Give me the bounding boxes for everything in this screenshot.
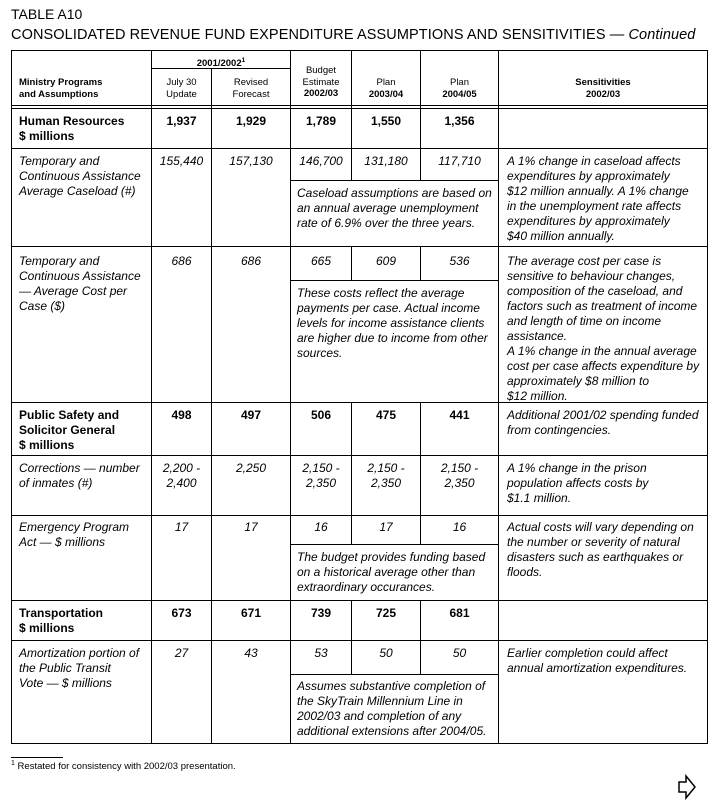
cell-value: 157,130 (229, 154, 273, 168)
row-label (19, 154, 141, 199)
row-label (19, 606, 103, 636)
rule (291, 544, 498, 545)
rule (291, 674, 498, 675)
cell-value: 2,250 (235, 461, 267, 475)
cell-value: 53 (314, 646, 328, 660)
rule (11, 50, 708, 51)
sensitivity-text (507, 254, 699, 404)
note-line: on a historical average other than (297, 565, 476, 579)
header-col-plan1-line2: 2003/04 (368, 88, 404, 100)
row-label-line: Continuous Assistance (19, 269, 141, 283)
cell-value: 686 (171, 254, 192, 268)
header-col-budget (290, 65, 352, 100)
row-label-line: $ millions (19, 129, 75, 143)
header-col-plan2 (420, 77, 499, 100)
sensitivity-line: disasters such as earthquakes or (507, 550, 684, 564)
row-label-line: Continuous Assistance (19, 169, 141, 183)
rule (11, 455, 708, 456)
note-line: Caseload assumptions are based on (297, 186, 492, 200)
page-title (11, 27, 695, 43)
header-col-forecast (211, 77, 291, 100)
sensitivity-line: A 1% change in caseload affects (507, 154, 681, 168)
header-group (151, 55, 291, 70)
cell-value: 686 (240, 254, 262, 268)
footnote (11, 760, 236, 772)
header-col-budget-line1: Budget (305, 65, 337, 76)
cell-value-line: 2,150 - (367, 461, 405, 475)
assumption-note (297, 550, 485, 595)
note-line: These costs reflect the average (297, 286, 465, 300)
cell-value: 117,710 (438, 154, 481, 168)
row-label (19, 408, 119, 453)
table-label: TABLE A10 (11, 6, 83, 22)
header-col-update-line1: July 30 (166, 77, 197, 88)
row-label-line: Average Caseload (#) (19, 184, 136, 198)
row-label-line: Corrections — number (19, 461, 140, 475)
cell-value: 506 (310, 408, 332, 422)
cell-value: 665 (310, 254, 332, 268)
header-col-program (19, 77, 102, 100)
sensitivity-line: population affects costs by (507, 476, 649, 490)
footnote-marker: 1 (11, 760, 15, 767)
row-label-line: $ millions (19, 438, 75, 452)
note-line: The budget provides funding based (297, 550, 486, 564)
rule (11, 640, 708, 641)
sensitivity-line: Actual costs will vary depending on (507, 520, 694, 534)
sensitivity-text (507, 461, 648, 506)
cell-value: 50 (452, 646, 467, 660)
rule (707, 50, 708, 744)
cell-value: 497 (240, 408, 262, 422)
cell-value: 475 (375, 408, 397, 422)
note-line: rate of 6.9% over the three years. (297, 216, 476, 230)
assumption-note (297, 679, 486, 739)
header-col-plan1 (351, 77, 421, 100)
cell-value-line: 2,350 (305, 476, 337, 490)
cell-value: 16 (452, 520, 467, 534)
row-label (19, 114, 124, 144)
header-col-plan2-line1: Plan (449, 77, 469, 88)
rule (11, 108, 708, 109)
cell-value-line: 2,150 - (302, 461, 340, 475)
assumption-note (297, 186, 492, 231)
rule (291, 280, 498, 281)
rule (11, 743, 708, 744)
header-col-sensitivities-line1: Sensitivities (575, 77, 631, 88)
sensitivity-line: $12 million annually. A 1% change (507, 184, 689, 198)
header-col-budget-line3: 2002/03 (303, 88, 339, 99)
sensitivity-line: $40 million annually. (507, 229, 615, 243)
sensitivity-line: $1.1 million. (507, 491, 572, 505)
sensitivity-line: approximately $8 million to (507, 374, 650, 388)
note-line: sources. (297, 346, 343, 360)
row-label-line: Case ($) (19, 299, 66, 313)
cell-value: 1,356 (444, 114, 475, 128)
cell-value (151, 461, 212, 491)
sensitivity-line: sensitive to behaviour changes, (507, 269, 676, 283)
row-label (19, 254, 141, 314)
sensitivity-line: Earlier completion could affect (507, 646, 668, 660)
header-col-forecast-line1: Revised (233, 77, 269, 88)
cell-value: 16 (314, 520, 328, 534)
title-suffix: Continued (628, 27, 696, 43)
expenditure-table (11, 50, 708, 744)
row-label-line: Temporary and (19, 154, 100, 168)
sensitivity-line: expenditures by approximately (507, 214, 670, 228)
sensitivity-line: from contingencies. (507, 423, 612, 437)
row-label (19, 646, 139, 691)
cell-value: 1,789 (305, 114, 337, 128)
row-label-line: of inmates (#) (19, 476, 93, 490)
row-label-line: Vote — $ millions (19, 676, 112, 690)
cell-value: 1,929 (235, 114, 267, 128)
row-label (19, 461, 140, 491)
cell-value: 725 (375, 606, 397, 620)
sensitivity-line: The average cost per case is (507, 254, 662, 268)
row-label (19, 520, 129, 550)
note-line: additional extensions after 2004/05. (297, 724, 487, 738)
rule (11, 148, 708, 149)
row-label-line: Public Safety and (19, 408, 120, 422)
row-label-line: Act — $ millions (19, 535, 106, 549)
note-line: levels for income assistance clients (297, 316, 485, 330)
cell-value-line: 2,150 - (440, 461, 479, 475)
cell-value-line: 2,350 (444, 476, 475, 490)
row-label-line: Amortization portion of (19, 646, 140, 660)
note-line: Assumes substantive completion of (297, 679, 486, 693)
note-line: the SkyTrain Millennium Line in (297, 694, 463, 708)
rule (11, 600, 708, 601)
header-col-sensitivities (498, 77, 708, 100)
cell-value (420, 461, 499, 491)
rule (211, 68, 212, 744)
rule (11, 50, 12, 744)
header-col-budget-line2: Estimate (302, 76, 340, 88)
header-col-forecast-line2: Forecast (232, 88, 270, 100)
sensitivity-text (507, 408, 699, 438)
sensitivity-text (507, 154, 689, 244)
cell-value: 131,180 (364, 154, 408, 168)
cell-value: 17 (174, 520, 189, 534)
cell-value: 1,937 (166, 114, 197, 128)
cell-value-line: 2,350 (370, 476, 402, 490)
note-line: are higher due to income from other (297, 331, 488, 345)
cell-value (351, 461, 421, 491)
sensitivity-line: cost per case affects expenditure by (507, 359, 700, 373)
cell-value: 17 (379, 520, 393, 534)
cell-value-line: 2,200 - (162, 461, 201, 475)
sensitivity-line: composition of the caseload, and (507, 284, 683, 298)
cell-value-line: 2,400 (166, 476, 197, 490)
cell-value: 673 (171, 606, 192, 620)
cell-value: 536 (449, 254, 470, 268)
cell-value: 681 (449, 606, 470, 620)
header-col-update (151, 77, 212, 100)
cell-value: 671 (240, 606, 262, 620)
sensitivity-line: floods. (507, 565, 543, 579)
sensitivity-text (507, 520, 694, 580)
row-label-line: Human Resources (19, 114, 125, 128)
row-label-line: $ millions (19, 621, 75, 635)
cell-value: 50 (379, 646, 393, 660)
header-col-program-line1: Ministry Programs (19, 77, 103, 88)
cell-value: 43 (244, 646, 258, 660)
title-main: CONSOLIDATED REVENUE FUND EXPENDITURE ASSUMPTIONS AND SENSITIVITIES — (11, 27, 625, 43)
sensitivity-line: and length of time on income (507, 314, 662, 328)
header-col-update-line2: Update (166, 88, 197, 100)
row-label-line: the Public Transit (19, 661, 111, 675)
cell-value: 27 (174, 646, 189, 660)
cell-value: 609 (375, 254, 397, 268)
header-group-sup: 1 (241, 57, 246, 64)
cell-value (290, 461, 352, 491)
sensitivity-line: $12 million. (507, 389, 568, 403)
rule (11, 246, 708, 247)
cell-value: 1,550 (370, 114, 402, 128)
sensitivity-line: the number or severity of natural (507, 535, 680, 549)
sensitivity-line: A 1% change in the prison (507, 461, 647, 475)
footnote-rule (11, 757, 63, 758)
note-line: extraordinary occurances. (297, 580, 436, 594)
rule (11, 515, 708, 516)
note-line: 2002/03 and completion of any (297, 709, 462, 723)
cell-value: 441 (449, 408, 470, 422)
cell-value: 155,440 (159, 154, 204, 168)
sensitivity-line: in the unemployment rate affects (507, 199, 682, 213)
row-label-line: Solicitor General (19, 423, 116, 437)
row-label-line: Transportation (19, 606, 104, 620)
row-label-line: Emergency Program (19, 520, 130, 534)
note-line: payments per case. Actual income (297, 301, 480, 315)
cell-value: 146,700 (299, 154, 343, 168)
row-label-line: Temporary and (19, 254, 100, 268)
header-col-program-line2: and Assumptions (19, 88, 99, 100)
next-page-arrow-icon[interactable] (677, 774, 697, 800)
sensitivity-line: Additional 2001/02 spending funded (507, 408, 699, 422)
sensitivity-text (507, 646, 687, 676)
sensitivity-line: factors such as treatment of income (507, 299, 698, 313)
sensitivity-line: annual amortization expenditures. (507, 661, 688, 675)
rule (11, 105, 708, 106)
note-line: an annual average unemployment (297, 201, 479, 215)
cell-value: 739 (310, 606, 332, 620)
sensitivity-line: A 1% change in the annual average (507, 344, 697, 358)
footnote-text: Restated for consistency with 2002/03 presentation. (17, 761, 236, 773)
row-label-line: — Average Cost per (19, 284, 128, 298)
header-group-label: 2001/2002 (196, 58, 242, 70)
header-col-plan1-line1: Plan (376, 77, 396, 88)
header-col-sensitivities-line2: 2002/03 (585, 88, 621, 100)
sensitivity-line: expenditures by approximately (507, 169, 670, 183)
cell-value: 17 (244, 520, 258, 534)
cell-value: 498 (171, 408, 192, 422)
header-col-plan2-line2: 2004/05 (442, 88, 477, 100)
sensitivity-line: assistance. (507, 329, 568, 343)
rule (291, 180, 498, 181)
assumption-note (297, 286, 488, 361)
